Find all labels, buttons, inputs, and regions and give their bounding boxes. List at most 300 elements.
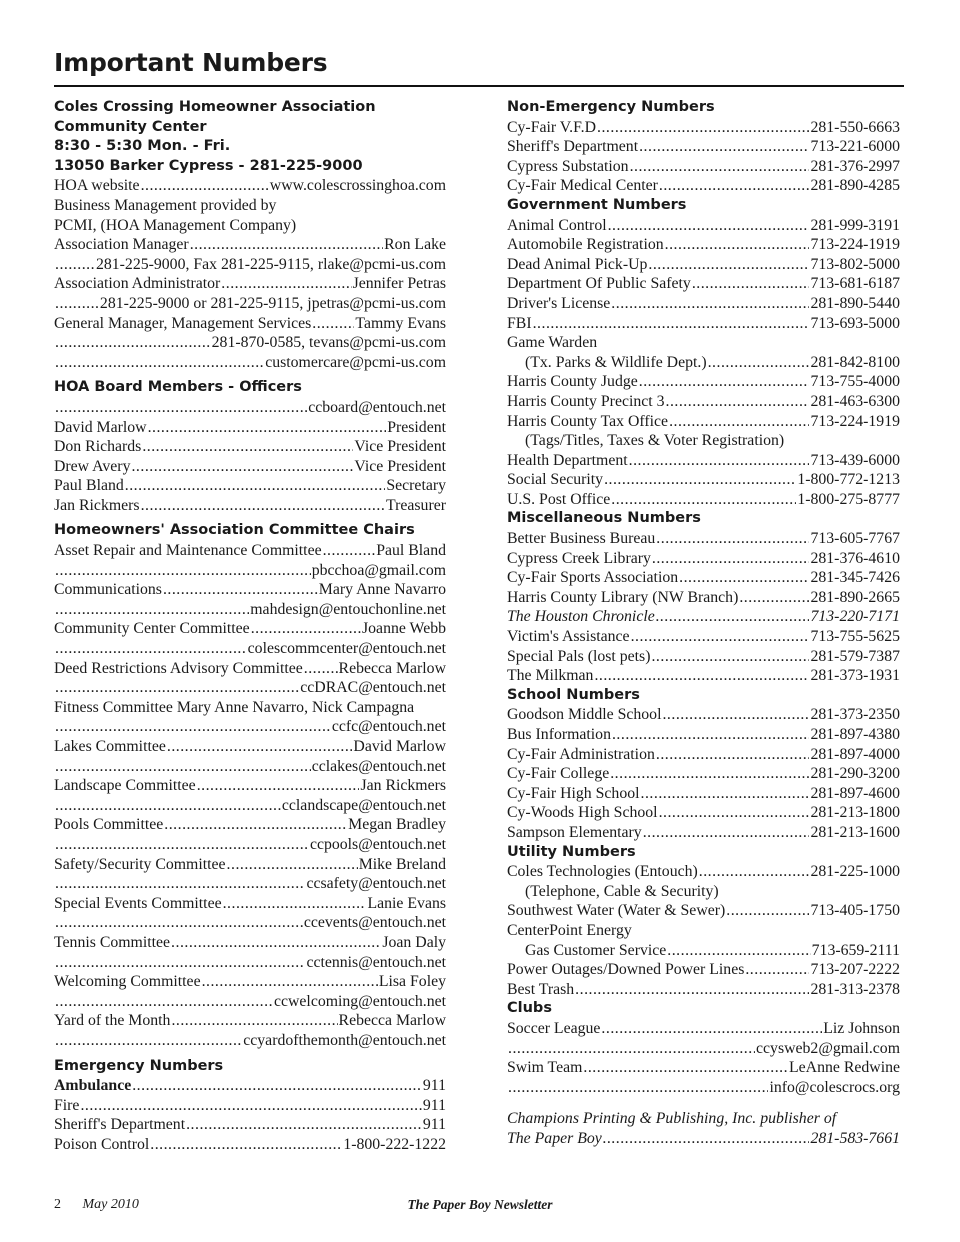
directory-entry [54, 992, 446, 1012]
section-heading: Non-Emergency Numbers [507, 99, 715, 115]
dot-leader [726, 901, 809, 921]
directory-entry [54, 1076, 446, 1096]
entry-value: pbcchoa@gmail.com [311, 561, 446, 579]
entry-value: 281-376-2997 [810, 157, 900, 175]
text-line: CenterPoint Energy [507, 921, 632, 939]
entry-value: 281-842-8100 [810, 353, 900, 371]
entry-value: ccysweb2@gmail.com [756, 1039, 900, 1057]
dot-leader [55, 913, 303, 933]
dot-leader [150, 1135, 342, 1155]
directory-entry [507, 176, 900, 196]
directory-entry [507, 725, 900, 745]
directory-entry [54, 476, 446, 496]
directory-entry [54, 874, 446, 894]
dot-leader [629, 451, 810, 471]
directory-entry [507, 490, 900, 510]
dot-leader [171, 1011, 337, 1031]
directory-entry [507, 901, 900, 921]
entry-value: 713-224-1919 [810, 412, 900, 430]
title-rule [54, 85, 904, 87]
entry-label: Southwest Water (Water & Sewer) [507, 902, 726, 920]
entry-value: 713-405-1750 [810, 902, 900, 920]
left-column [54, 98, 446, 1154]
entry-label: Harris County Library (NW Branch) [507, 588, 739, 606]
dot-leader [55, 835, 309, 855]
dot-leader [312, 314, 354, 334]
directory-entry [54, 1096, 446, 1116]
directory-entry [54, 972, 446, 992]
directory-entry [54, 1011, 446, 1031]
right-column [507, 98, 900, 1148]
directory-entry [54, 953, 446, 973]
entry-label: Community Center Committee [54, 620, 250, 638]
dot-leader [55, 561, 311, 581]
dot-leader [656, 529, 809, 549]
entry-value: Jan Rickmers [360, 777, 446, 795]
directory-entry [54, 235, 446, 255]
directory-entry [507, 764, 900, 784]
text-line: (Tags/Titles, Taxes & Voter Registration) [525, 432, 785, 450]
entry-value: ccsafety@entouch.net [306, 875, 446, 893]
text-line: (Telephone, Cable & Security) [525, 882, 719, 900]
entry-label: (Tx. Parks & Wildlife Dept.) [525, 353, 707, 371]
dot-leader [251, 619, 361, 639]
directory-entry [507, 588, 900, 608]
dot-leader [55, 992, 273, 1012]
entry-label: Sheriff's Department [54, 1116, 186, 1134]
dot-leader [323, 541, 376, 561]
entry-label: Lakes Committee [54, 738, 166, 755]
entry-value: ccyardofthemonth@entouch.net [243, 1031, 446, 1049]
directory-entry [54, 933, 446, 953]
entry-value: 1-800-275-8777 [797, 490, 900, 508]
entry-value: 713-220-7171 [810, 608, 900, 626]
dot-leader [55, 294, 99, 314]
issue-date: May 2010 [82, 1197, 139, 1212]
directory-entry [54, 619, 446, 639]
directory-entry [507, 137, 900, 157]
section-heading: HOA Board Members - Officers [54, 379, 302, 396]
directory-entry [507, 294, 900, 314]
directory-entry [54, 737, 446, 757]
directory-entry [54, 1135, 446, 1155]
directory-entry [507, 255, 900, 275]
entry-label: Power Outages/Downed Power Lines [507, 961, 745, 979]
entry-label: Special Pals (lost pets) [507, 647, 651, 665]
entry-label: Sheriff's Department [507, 138, 639, 156]
entry-value: Tammy Evans [355, 314, 446, 332]
entry-value: 1-800-772-1213 [797, 471, 900, 489]
directory-entry [54, 418, 446, 438]
dot-leader [164, 815, 347, 835]
dot-leader [708, 353, 810, 373]
entry-value: Megan Bradley [348, 816, 446, 834]
dot-leader [745, 960, 809, 980]
directory-entry [54, 678, 446, 698]
dot-leader [132, 1076, 422, 1096]
directory-entry [507, 941, 900, 961]
dot-leader [508, 1039, 755, 1059]
directory-entry [54, 835, 446, 855]
dot-leader [739, 588, 809, 608]
directory-entry [507, 1039, 900, 1059]
entry-label: Gas Customer Service [525, 941, 667, 959]
entry-value: Joanne Webb [362, 620, 446, 638]
directory-entry [507, 1058, 900, 1078]
dot-leader [608, 216, 810, 236]
dot-leader [659, 176, 810, 196]
directory-entry [507, 372, 900, 392]
entry-value: 281-890-2665 [810, 588, 900, 606]
entry-value: 911 [422, 1116, 446, 1134]
directory-entry [54, 541, 446, 561]
directory-entry [507, 216, 900, 236]
entry-value: 713-681-6187 [810, 275, 900, 293]
directory-entry [507, 980, 900, 1000]
entry-value: 281-373-1931 [810, 667, 900, 685]
directory-entry [507, 568, 900, 588]
entry-label: Association Manager [54, 236, 189, 254]
directory-entry [54, 855, 446, 875]
dot-leader [666, 392, 810, 412]
directory-entry [507, 274, 900, 294]
dot-leader [55, 678, 299, 698]
dot-leader [55, 255, 95, 275]
entry-value: cctennis@entouch.net [306, 953, 446, 971]
directory-entry [507, 607, 900, 627]
entry-label: U.S. Post Office [507, 490, 611, 508]
entry-value: 911 [422, 1096, 446, 1114]
entry-value: Lanie Evans [367, 894, 446, 912]
entry-value: David Marlow [353, 738, 446, 755]
directory-entry [507, 745, 900, 765]
directory-entry [54, 600, 446, 620]
entry-value: Treasurer [386, 496, 446, 514]
section-heading: Utility Numbers [507, 843, 636, 860]
entry-label: Don Richards [54, 438, 142, 456]
entry-label: Best Trash [507, 980, 575, 998]
directory-entry [507, 647, 900, 667]
dot-leader [662, 705, 809, 725]
entry-label: Ambulance [54, 1077, 132, 1095]
text-line: Fitness Committee Mary Anne Navarro, Nick Campagna [54, 698, 415, 716]
entry-value: Mike Breland [358, 855, 446, 873]
dot-leader [55, 353, 264, 373]
entry-value: 281-345-7426 [810, 569, 900, 587]
entry-label: Health Department [507, 451, 628, 469]
directory-entry [54, 580, 446, 600]
entry-value: colescommcenter@entouch.net [247, 640, 446, 658]
directory-entry [507, 353, 900, 373]
entry-value: Rebecca Marlow [338, 659, 446, 677]
dot-leader [631, 627, 810, 647]
entry-label: Asset Repair and Maintenance Committee [54, 542, 322, 560]
dot-leader [55, 398, 307, 418]
entry-value: cclandscape@entouch.net [281, 796, 446, 814]
directory-entry [54, 294, 446, 314]
entry-label: Poison Control [54, 1135, 150, 1153]
dot-leader [167, 737, 353, 757]
entry-label: General Manager, Management Services [54, 314, 312, 332]
entry-label: Cy-Fair V.F.D [507, 118, 597, 136]
text-line: PCMI, (HOA Management Company) [54, 216, 297, 234]
dot-leader [667, 941, 810, 961]
entry-value: 281-579-7387 [810, 647, 900, 665]
entry-value: Ron Lake [384, 236, 446, 254]
entry-value: Liz Johnson [823, 1019, 900, 1037]
dot-leader [659, 803, 810, 823]
entry-value: 281-213-1800 [810, 804, 900, 822]
dot-leader [639, 137, 809, 157]
entry-value: customercare@pcmi-us.com [265, 353, 446, 371]
entry-value: Rebecca Marlow [338, 1012, 446, 1030]
dot-leader [699, 862, 810, 882]
dot-leader [610, 764, 809, 784]
dot-leader [55, 717, 331, 737]
entry-value: 281-890-4285 [810, 177, 900, 195]
entry-label: Harris County Judge [507, 373, 638, 391]
directory-entry [54, 1031, 446, 1051]
directory-entry [507, 666, 900, 686]
entry-label: Harris County Tax Office [507, 412, 669, 430]
section-heading: School Numbers [507, 686, 640, 703]
entry-value: President [387, 418, 446, 436]
directory-entry [54, 274, 446, 294]
directory-entry [54, 398, 446, 418]
entry-label: Harris County Precinct 3 [507, 392, 665, 410]
directory-entry [507, 627, 900, 647]
entry-value: 281-870-0585, tevans@pcmi-us.com [211, 334, 446, 352]
publication-name: The Paper Boy Newsletter [407, 1197, 553, 1212]
entry-value: Jennifer Petras [352, 275, 446, 293]
directory-entry [54, 796, 446, 816]
entry-value: ccpools@entouch.net [309, 835, 446, 853]
directory-entry [507, 412, 900, 432]
entry-value: 281-890-5440 [810, 294, 900, 312]
entry-value: Mary Anne Navarro [318, 581, 446, 599]
dot-leader [131, 457, 353, 477]
entry-label: Cy-Woods High School [507, 804, 658, 822]
entry-value: Vice President [354, 438, 446, 456]
directory-entry [507, 235, 900, 255]
entry-value: 713-439-6000 [810, 451, 900, 469]
entry-label: Deed Restrictions Advisory Committee [54, 659, 303, 677]
entry-label: Dead Animal Pick-Up [507, 255, 648, 273]
section-heading: Miscellaneous Numbers [507, 510, 701, 527]
entry-value: info@colescrocs.org [769, 1078, 900, 1096]
entry-label: Pools Committee [54, 816, 164, 834]
entry-label: Yard of the Month [54, 1012, 171, 1030]
directory-entry [507, 392, 900, 412]
entry-label: David Marlow [54, 418, 147, 436]
directory-entry [507, 470, 900, 490]
dot-leader [197, 776, 360, 796]
entry-label: Cypress Substation [507, 157, 629, 175]
entry-label: Cy-Fair College [507, 765, 610, 783]
directory-entry [507, 1019, 900, 1039]
entry-label: Department Of Public Safety [507, 275, 691, 293]
dot-leader [533, 314, 810, 334]
dot-leader [597, 118, 809, 138]
dot-leader [190, 235, 383, 255]
entry-label: Swim Team [507, 1059, 583, 1077]
directory-entry [507, 118, 900, 138]
directory-entry [54, 333, 446, 353]
entry-label: Cypress Creek Library [507, 549, 651, 567]
text-line: Champions Printing & Publishing, Inc. publisher of [507, 1110, 837, 1128]
directory-entry [507, 823, 900, 843]
dot-leader [142, 437, 353, 457]
text-line: Game Warden [507, 334, 598, 352]
dot-leader [148, 418, 387, 438]
dot-leader [186, 1115, 422, 1135]
dot-leader [55, 600, 249, 620]
dot-leader [171, 933, 381, 953]
directory-entry [507, 1129, 900, 1149]
entry-value: 713-693-5000 [810, 314, 900, 332]
entry-value: 281-213-1600 [810, 823, 900, 841]
section-heading: Emergency Numbers [54, 1057, 224, 1074]
section-heading: Homeowners' Association Committee Chairs [54, 522, 415, 539]
directory-entry [54, 815, 446, 835]
dot-leader [630, 157, 810, 177]
entry-value: 1-800-222-1222 [343, 1135, 446, 1153]
entry-label: Social Security [507, 471, 604, 489]
directory-entry [54, 314, 446, 334]
directory-entry [54, 913, 446, 933]
directory-entry [54, 1115, 446, 1135]
dot-leader [651, 647, 809, 667]
entry-label: Victim's Assistance [507, 628, 630, 646]
dot-leader [125, 476, 386, 496]
dot-leader [223, 894, 367, 914]
entry-value: 281-583-7661 [810, 1129, 900, 1147]
dot-leader [639, 372, 810, 392]
dot-leader [656, 607, 810, 627]
entry-value: 713-605-7767 [810, 530, 900, 548]
directory-entry [507, 157, 900, 177]
dot-leader [594, 666, 809, 686]
dot-leader [80, 1096, 421, 1116]
entry-value: 911 [422, 1077, 446, 1095]
entry-label: Cy-Fair High School [507, 784, 640, 802]
entry-value: 281-225-9000 or 281-225-9115, jpetras@pcmi-us.com [99, 294, 446, 312]
dot-leader [55, 639, 247, 659]
directory-entry [507, 1078, 900, 1098]
text-line: Business Management provided by [54, 196, 277, 214]
directory-entry [54, 437, 446, 457]
dot-leader [55, 796, 281, 816]
dot-leader [643, 823, 810, 843]
directory-entry [54, 639, 446, 659]
entry-value: cclakes@entouch.net [311, 757, 446, 775]
entry-value: 713-221-6000 [810, 138, 900, 156]
dot-leader [55, 757, 311, 777]
dot-leader [304, 659, 338, 679]
entry-value: 281-550-6663 [810, 118, 900, 136]
entry-label: Drew Avery [54, 457, 131, 475]
dot-leader [163, 580, 318, 600]
entry-label: Special Events Committee [54, 894, 222, 912]
entry-label: FBI [507, 314, 532, 332]
dot-leader [508, 1078, 768, 1098]
entry-value: 713-802-5000 [810, 255, 900, 273]
dot-leader [55, 953, 305, 973]
entry-value: Secretary [386, 477, 446, 495]
entry-label: Welcoming Committee [54, 973, 201, 991]
directory-entry [507, 862, 900, 882]
entry-label: Sampson Elementary [507, 823, 642, 841]
dot-leader [611, 490, 796, 510]
entry-label: HOA website [54, 177, 140, 195]
entry-value: Joan Daly [382, 933, 446, 951]
dot-leader [55, 1031, 242, 1051]
entry-label: Cy-Fair Medical Center [507, 177, 658, 195]
entry-value: 281-225-9000, Fax 281-225-9115, rlake@pcmi-us.com [95, 255, 446, 273]
directory-entry [507, 451, 900, 471]
entry-value: ccfc@entouch.net [331, 718, 446, 736]
entry-label: The Paper Boy [507, 1129, 602, 1147]
entry-label: Safety/Security Committee [54, 855, 226, 873]
entry-value: ccwelcoming@entouch.net [273, 992, 446, 1010]
entry-label: Cy-Fair Sports Association [507, 569, 679, 587]
directory-entry [54, 659, 446, 679]
directory-entry [507, 784, 900, 804]
dot-leader [652, 549, 810, 569]
entry-label: Animal Control [507, 216, 607, 234]
entry-value: ccevents@entouch.net [303, 914, 446, 932]
entry-label: Bus Information [507, 726, 611, 743]
dot-leader [611, 294, 809, 314]
entry-value: 281-897-4380 [810, 726, 900, 743]
section-heading: Government Numbers [507, 196, 687, 213]
entry-label: Driver's License [507, 294, 611, 312]
entry-label: Coles Technologies (Entouch) [507, 863, 698, 881]
entry-label: Paul Bland [54, 477, 124, 495]
directory-entry [54, 757, 446, 777]
entry-value: 281-376-4610 [810, 549, 900, 567]
dot-leader [141, 496, 385, 516]
entry-value: 713-755-4000 [810, 373, 900, 391]
dot-leader [648, 255, 809, 275]
entry-label: Soccer League [507, 1019, 601, 1037]
entry-value: 281-290-3200 [810, 765, 900, 783]
entry-label: Jan Rickmers [54, 496, 140, 514]
entry-value: 281-999-3191 [810, 216, 900, 234]
dot-leader [669, 412, 809, 432]
entry-value: 281-897-4000 [810, 745, 900, 763]
entry-value: 281-463-6300 [810, 392, 900, 410]
dot-leader [202, 972, 378, 992]
section-heading: 8:30 - 5:30 Mon. - Fri. [54, 138, 231, 155]
directory-entry [54, 717, 446, 737]
directory-entry [54, 894, 446, 914]
dot-leader [641, 784, 810, 804]
entry-label: Cy-Fair Administration [507, 745, 655, 763]
directory-entry [507, 529, 900, 549]
directory-entry [507, 960, 900, 980]
entry-value: 713-207-2222 [810, 961, 900, 979]
entry-label: Association Administrator [54, 275, 221, 293]
dot-leader [603, 1129, 810, 1149]
entry-value: 281-225-1000 [810, 863, 900, 881]
directory-entry [507, 549, 900, 569]
entry-label: Better Business Bureau [507, 530, 656, 548]
directory-entry [54, 776, 446, 796]
entry-value: Lisa Foley [378, 973, 446, 991]
directory-entry [54, 561, 446, 581]
dot-leader [665, 235, 810, 255]
